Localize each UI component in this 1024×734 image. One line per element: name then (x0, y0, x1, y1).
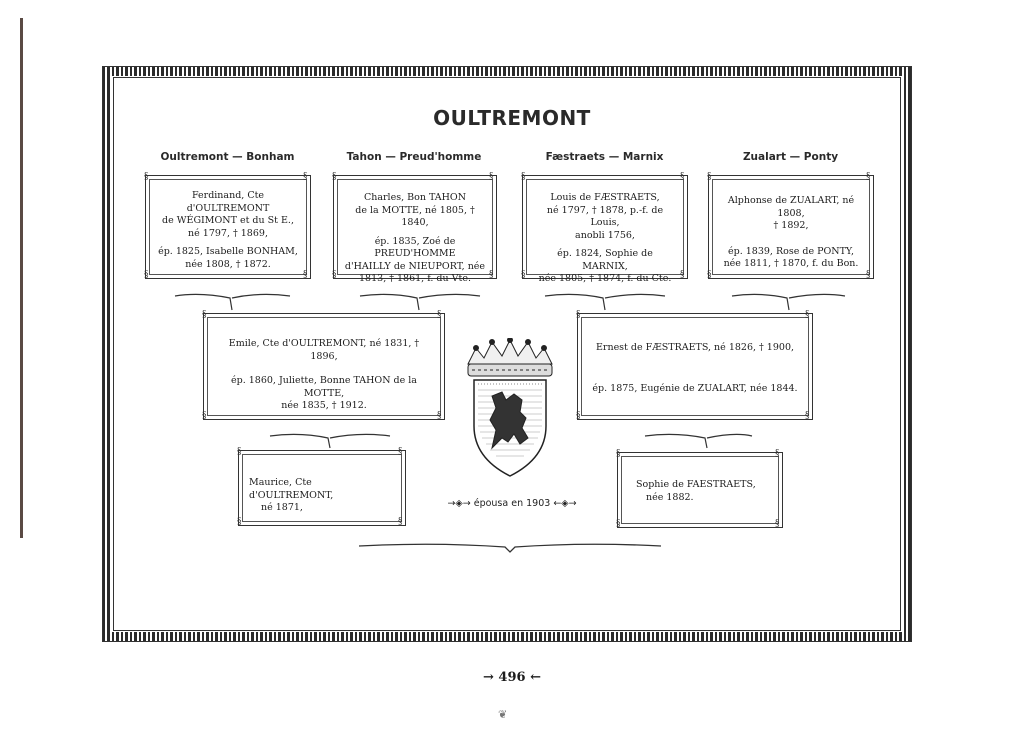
coat-of-arms-icon (462, 338, 558, 480)
couple-text (719, 195, 863, 271)
corner-ornament: § (680, 172, 685, 182)
corner-ornament: § (616, 449, 621, 459)
corner-ornament: § (437, 411, 442, 421)
couple-box-tahon-preudhomme (332, 172, 497, 284)
corner-ornament: § (775, 519, 780, 529)
corner-ornament: § (680, 270, 685, 280)
grandchild-text (249, 477, 395, 515)
text-line: d'HAILLY de NIEUPORT, née (344, 260, 486, 272)
page-number-ornament-right: ← (525, 670, 541, 685)
text-line: Ernest de FÆSTRAETS, né 1826, † 1900, (595, 342, 795, 353)
child-text (588, 342, 802, 395)
text-line: Alphonse de ZUALART, né 1808, (727, 195, 855, 219)
text-line: 1813, † 1861, f. du Vte. (359, 273, 471, 284)
corner-ornament: § (521, 270, 526, 280)
page-edge (20, 18, 23, 538)
corner-ornament: § (144, 172, 149, 182)
corner-ornament: § (576, 411, 581, 421)
child-text (214, 338, 434, 413)
page-number-value: 496 (498, 670, 526, 685)
couple-box-oultremont-bonham (144, 172, 311, 280)
corner-ornament: § (237, 517, 242, 527)
corner-ornament: § (489, 270, 494, 280)
text-line: ép. 1835, Zoé de PREUD'HOMME (374, 235, 456, 259)
couple-text (344, 192, 486, 286)
couple-text (533, 192, 677, 286)
heading-oultremont-bonham: Oultremont — Bonham (160, 151, 295, 163)
text-line: Emile, Cte d'OULTREMONT, né 1831, † 1896, (228, 338, 420, 362)
ornament-left-icon: →◈→ (447, 498, 471, 509)
corner-ornament: § (805, 411, 810, 421)
grandchild-box-sophie (616, 449, 783, 529)
brace-left-1 (175, 294, 290, 310)
brace-right-2 (732, 294, 845, 310)
brace-left-2 (360, 294, 480, 310)
text-line: ép. 1839, Rose de PONTY, (728, 245, 854, 257)
corner-ornament: § (332, 270, 337, 280)
couple-text (156, 190, 300, 271)
corner-ornament: § (398, 517, 403, 527)
printer-mark-icon: ❦ (498, 708, 508, 721)
child-box-emile (202, 310, 445, 421)
couple-box-faestraets-marnix (521, 172, 688, 284)
marriage-text: épousa en 1903 (473, 498, 551, 509)
heading-zualart-ponty: Zualart — Ponty (742, 151, 839, 163)
heading-tahon-preudhomme: Tahon — Preud'homme (346, 151, 482, 163)
corner-ornament: § (576, 310, 581, 320)
corner-ornament: § (489, 172, 494, 182)
connector-braces-row1 (170, 290, 850, 314)
marriage-note (442, 498, 582, 509)
corner-ornament: § (866, 172, 871, 182)
text-line: née 1882. (646, 491, 694, 503)
corner-ornament: § (775, 449, 780, 459)
text-line: Maurice, Cte d'OULTREMONT, (249, 477, 334, 501)
text-line: † 1892, (773, 220, 809, 231)
connector-braces-row2 (260, 430, 760, 450)
brace-right-1 (545, 294, 665, 310)
grandchild-box-maurice (237, 447, 406, 527)
bottom-brace (355, 538, 665, 554)
text-line: Sophie de FAESTRAETS, (636, 479, 756, 490)
brace-left (270, 434, 390, 448)
text-line: ép. 1824, Sophie de MARNIX, (557, 248, 653, 272)
text-line: ép. 1860, Juliette, Bonne TAHON de la MOTTE, (231, 375, 417, 399)
text-line: née 1805, † 1874, f. du Cte. (538, 273, 672, 284)
corner-ornament: § (303, 270, 308, 280)
grandchild-text (636, 479, 772, 504)
text-line: anobli 1756, (575, 229, 635, 241)
text-line: de la MOTTE, né 1805, † 1840, (355, 204, 475, 228)
brace-right (645, 434, 752, 448)
corner-ornament: § (144, 270, 149, 280)
page-title: OULTREMONT (433, 106, 591, 130)
corner-ornament: § (202, 310, 207, 320)
corner-ornament: § (805, 310, 810, 320)
couple-box-zualart-ponty (707, 172, 874, 280)
corner-ornament: § (521, 172, 526, 182)
page-number (0, 670, 1024, 685)
text-line: de WÉGIMONT et du St E., (162, 215, 294, 226)
corner-ornament: § (616, 519, 621, 529)
page-number-ornament-left: → (483, 670, 499, 685)
text-line: Louis de FÆSTRAETS, (550, 192, 660, 203)
text-line: née 1808, † 1872. (185, 258, 271, 270)
corner-ornament: § (332, 172, 337, 182)
text-line: ép. 1825, Isabelle BONHAM, (158, 246, 298, 257)
corner-ornament: § (707, 172, 712, 182)
text-line: né 1797, † 1869, (188, 227, 268, 239)
corner-ornament: § (202, 411, 207, 421)
text-line: ép. 1875, Eugénie de ZUALART, née 1844. (592, 382, 798, 394)
ornament-right-icon: ←◈→ (553, 498, 577, 509)
corner-ornament: § (398, 447, 403, 457)
corner-ornament: § (437, 310, 442, 320)
corner-ornament: § (237, 447, 242, 457)
corner-ornament: § (707, 270, 712, 280)
corner-ornament: § (866, 270, 871, 280)
text-line: née 1811, † 1870, f. du Bon. (723, 258, 859, 269)
text-line: né 1797, † 1878, p.-f. de Louis, (546, 204, 664, 228)
child-box-ernest (576, 310, 813, 421)
text-line: Ferdinand, Cte d'OULTREMONT (186, 190, 270, 214)
text-line: Charles, Bon TAHON (363, 192, 467, 203)
corner-ornament: § (303, 172, 308, 182)
text-line: née 1835, † 1912. (281, 400, 367, 411)
heading-faestraets-marnix: Fæstraets — Marnix (545, 151, 664, 163)
text-line: né 1871, (261, 502, 303, 513)
